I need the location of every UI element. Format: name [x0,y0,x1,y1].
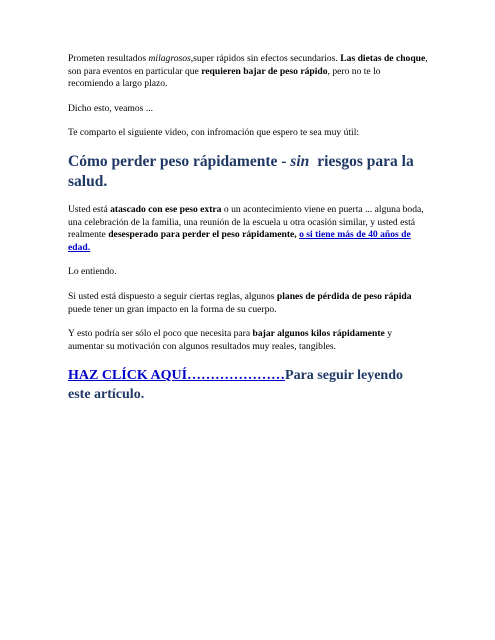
heading-text: Cómo perder peso rápidamente - [68,152,291,170]
age-link[interactable]: o si tiene más de 40 años de edad. [68,229,411,253]
bold-span: bajar algunos kilos rápidamente [252,328,385,340]
situation-paragraph [68,204,428,254]
heading-italic: sin [290,152,310,170]
cta-text: Para seguir leyendo este artículo. [68,368,403,403]
motivation-paragraph [68,328,428,353]
italic-span: milagrosos, [148,53,194,64]
bold-span: atascado con ese peso extra [110,203,222,215]
bold-span: Las dietas de choque [340,53,426,64]
transition-paragraph: Dicho esto, veamos ... [68,102,153,114]
text-span: Usted está [68,203,111,215]
bold-span: planes de pérdida de peso rápida [276,290,412,302]
heading-text: riesgos para la salud. [68,152,414,190]
video-intro-paragraph: Te comparto el siguiente video, con infromación que espero te sea muy útil: [68,127,360,139]
text-span: , pero no te lo recomiendo a largo plazo. [68,65,381,90]
article-body [68,53,428,404]
understanding-paragraph: Lo entiendo. [68,266,117,278]
click-here-link[interactable]: HAZ CLÍCK AQUÍ………………… [68,368,286,384]
call-to-action [68,366,428,404]
text-span: Y esto podría ser sólo el poco que necesita para [68,328,253,340]
text-span: Prometen resultados [68,53,149,64]
section-heading [68,152,428,192]
text-span: puede tener un gran impacto en la forma de su cuerpo. [68,303,277,315]
rules-paragraph [68,291,428,316]
intro-paragraph [68,53,428,91]
bold-span: requieren bajar de peso rápido [201,65,328,77]
text-span: super rápidos sin efectos secundarios. [193,53,341,64]
text-span: , son para eventos en particular que [68,53,428,77]
bold-span: desesperado para perder el peso rápidamente, [108,229,297,241]
text-span: o un acontecimiento viene en puerta ... alguna boda, una celebración de la familia, una reunión de la escuela u otra ocasión similar, y usted está realmente [68,203,424,241]
text-span: Si usted está dispuesto a seguir ciertas reglas, algunos [68,290,277,302]
text-span: y aumentar su motivación con algunos resultados muy reales, tangibles. [68,328,393,352]
